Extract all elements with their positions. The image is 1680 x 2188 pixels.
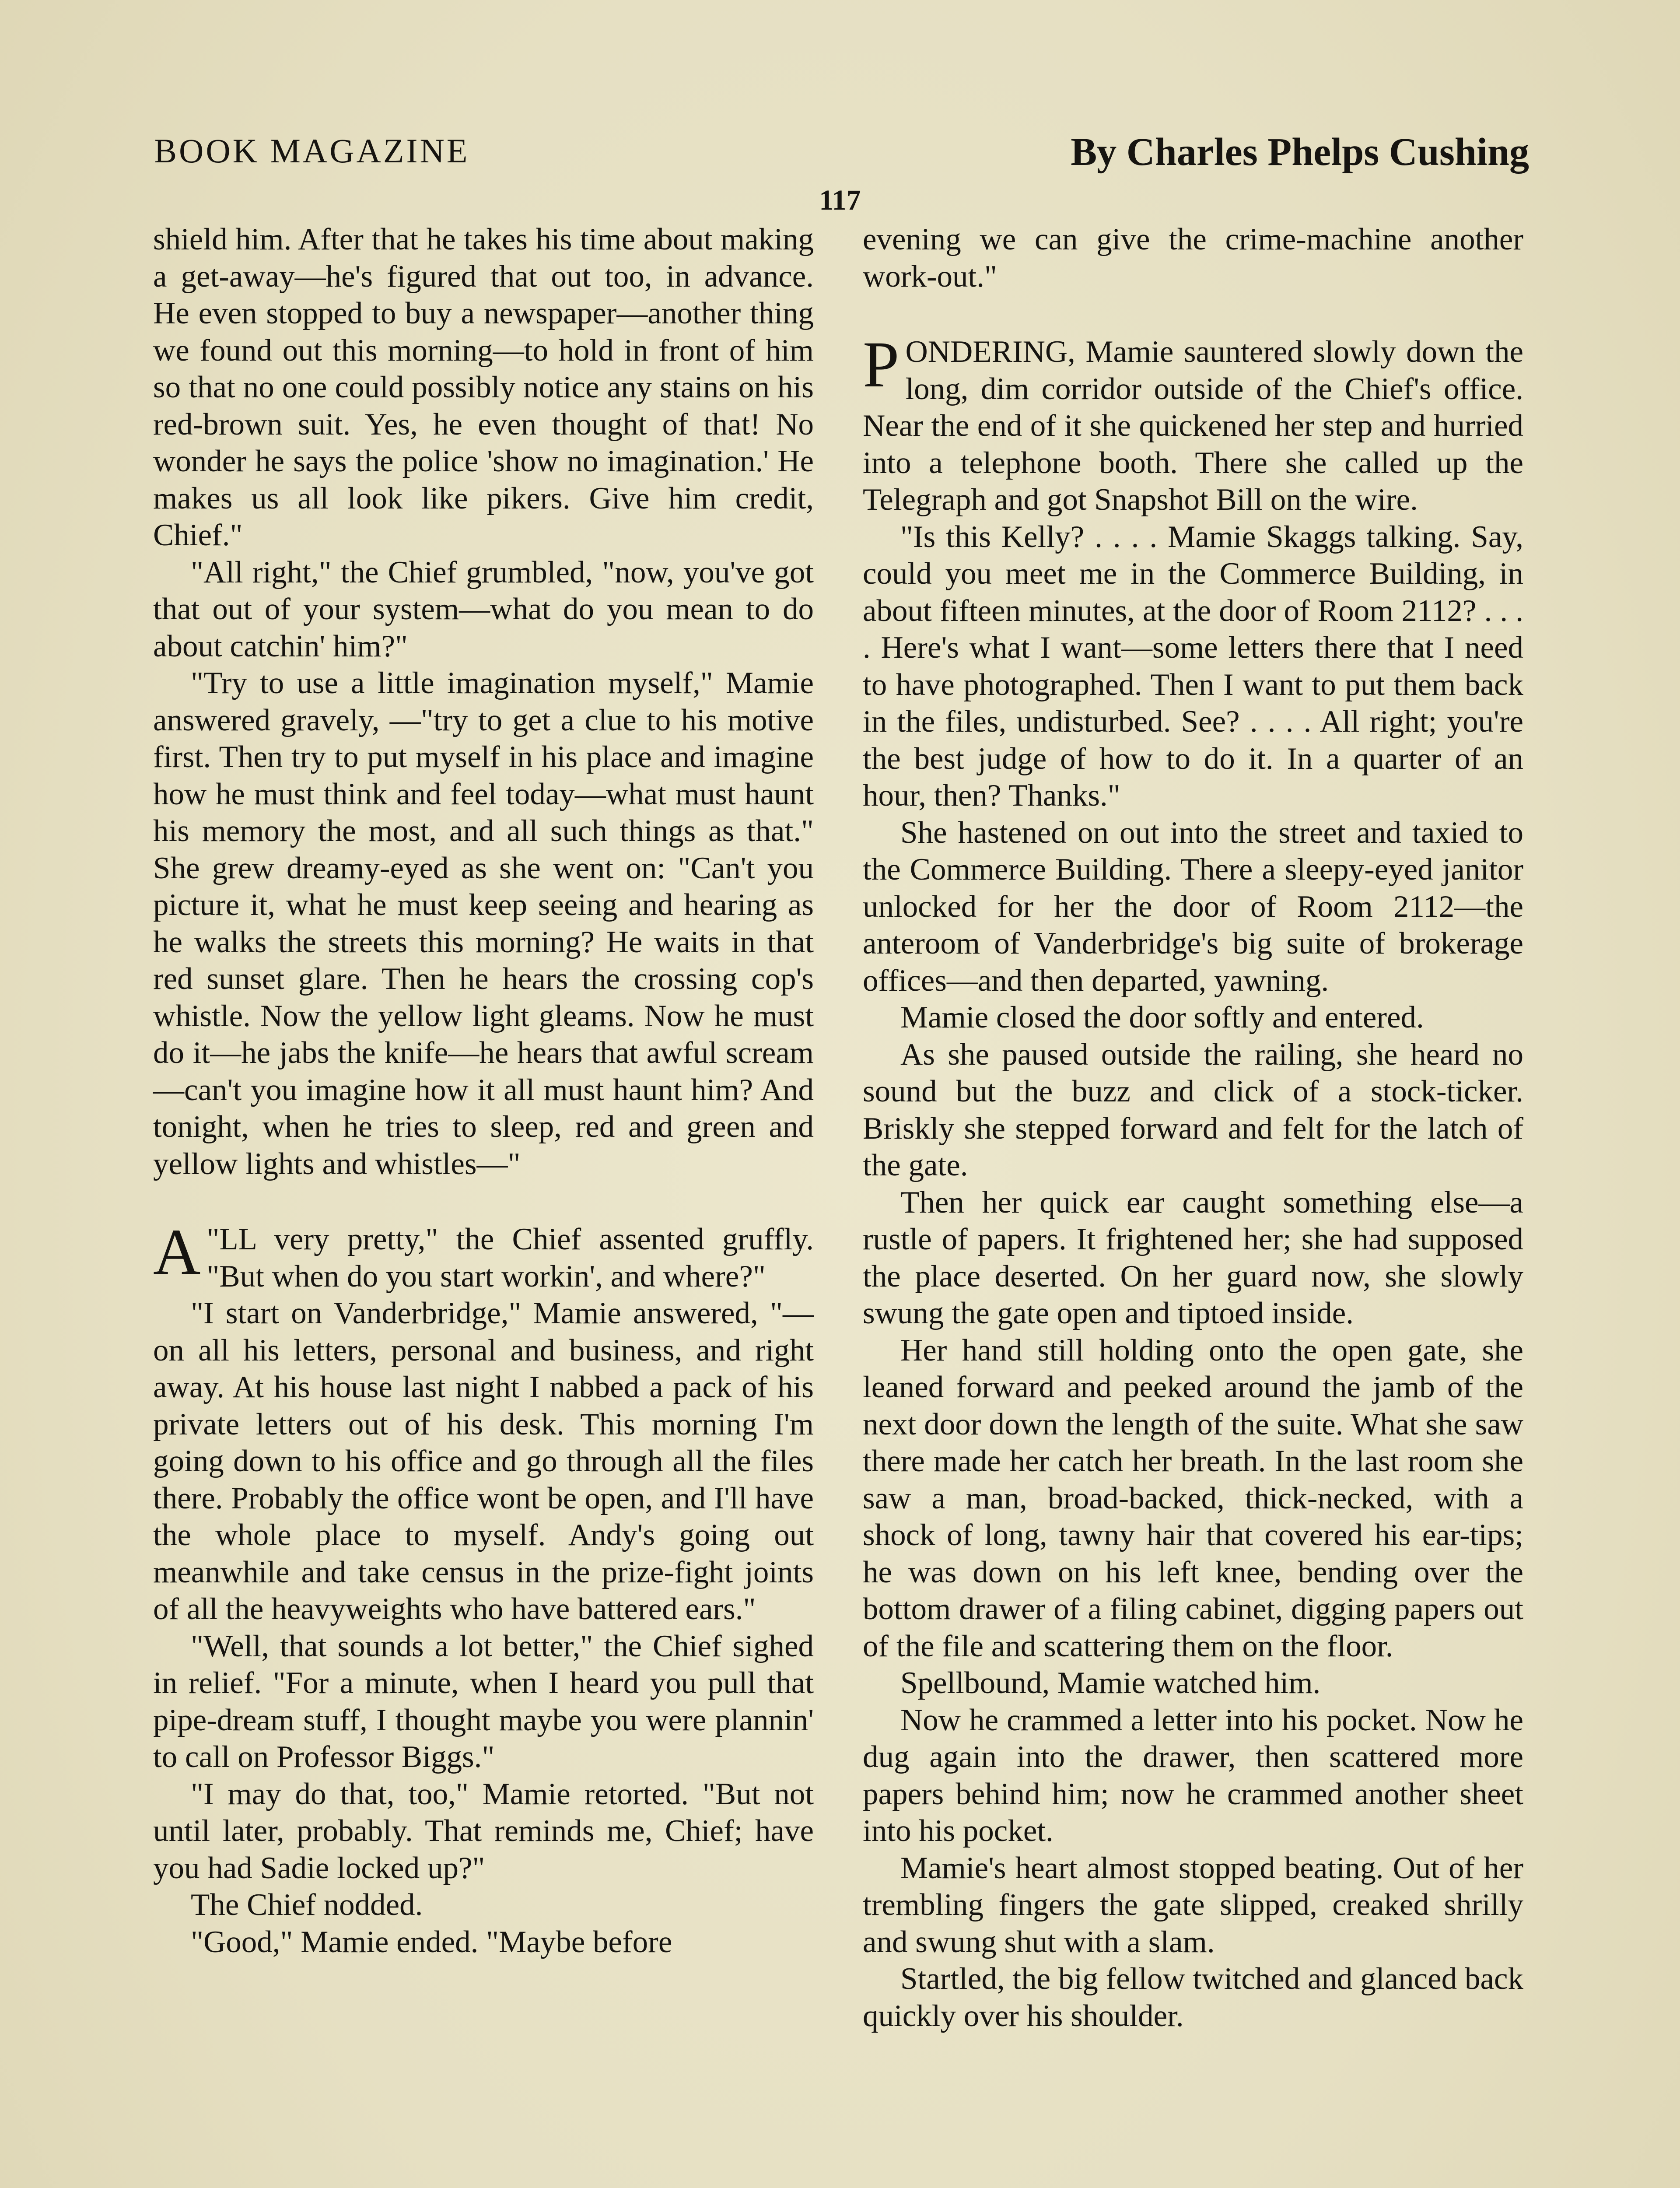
publication-name: BOOK MAGAZINE	[154, 132, 470, 170]
paragraph: "Good," Mamie ended. "Maybe before	[191, 1925, 672, 1959]
section-opening-paragraph	[153, 1216, 814, 1295]
paragraph: Her hand still holding onto the open gate, she leaned forward and peeked around the jamb of the next door down the length of the suite. What she saw there made her catch her breath. In the last room she saw a man, broad-backed, thick-necked, with a shock of long, tawny hair that covered his ear-tips; he was down on his left knee, bending over the bottom drawer of a filing cabinet, digging papers out of the file and scattering them on the floor.	[863, 1333, 1523, 1663]
paragraph: "Is this Kelly? . . . . Mamie Skaggs talking. Say, could you meet me in the Commerce Building, in about fifteen minutes, at the door of Room 2112? . . . . Here's what I want—some letters there that I need to have photographed. Then I want to put them back in the files, undisturbed. See? . . . . All right; you're the best judge of how to do it. In a quarter of an hour, then? Thanks."	[863, 519, 1523, 813]
opening-quote: "	[206, 1222, 220, 1256]
paragraph: "Well, that sounds a lot better," the Chief sighed in relief. "For a minute, when I heard you pull that pipe-dream stuff, I thought maybe you were plannin' to call on Professor Biggs."	[153, 1629, 814, 1774]
paragraph-text: ONDERING, Mamie sauntered slowly down the long, dim corridor outside of the Chief's office. Near the end of it she quickened her step and hurried into a telephone booth. There she called up the Telegraph and got Snapshot Bill on the wire.	[863, 335, 1523, 517]
paragraph: Now he crammed a letter into his pocket. Now he dug again into the drawer, then scattered more papers behind him; now he crammed another sheet into his pocket.	[863, 1703, 1523, 1848]
right-column	[863, 221, 1523, 2034]
paragraph: Then her quick ear caught something else—a rustle of papers. It frightened her; she had supposed the place deserted. On her guard now, she slowly swung the gate open and tiptoed inside.	[863, 1185, 1523, 1330]
paragraph: As she paused outside the railing, she heard no sound but the buzz and click of a stock-ticker. Briskly she stepped forward and felt for the latch of the gate.	[863, 1037, 1523, 1182]
drop-cap: P	[863, 328, 900, 401]
author-byline: By Charles Phelps Cushing	[1071, 130, 1529, 174]
paragraph: She hastened on out into the street and taxied to the Commerce Building. There a sleepy-eyed janitor unlocked for her the door of Room 2112—the anteroom of Vanderbridge's big suite of brokerage offices—and then departed, yawning.	[863, 815, 1523, 998]
paragraph: "I start on Vanderbridge," Mamie answered, "—on all his letters, personal and business, and right away. At his house last night I nabbed a pack of his private letters out of his desk. This morning I'm going down to his office and go through all the files there. Probably the office wont be open, and I'll have the whole place to myself. Andy's going out meanwhile and take census in the prize-fight joints of all the heavyweights who have battered ears."	[153, 1296, 814, 1626]
paragraph: Mamie's heart almost stopped beating. Out of her trembling fingers the gate slipped, creaked shrilly and swung shut with a slam.	[863, 1851, 1523, 1959]
paragraph: "All right," the Chief grumbled, "now, you've got that out of your system—what do you mean to do about catchin' him?"	[153, 555, 814, 663]
left-column	[153, 221, 814, 1960]
drop-cap: A	[153, 1216, 201, 1288]
page-number: 117	[819, 184, 861, 216]
paragraph: The Chief nodded.	[191, 1888, 423, 1922]
paragraph-text: LL very pretty," the Chief assented gruffly. "But when do you start workin', and where?"	[206, 1222, 814, 1294]
paragraph: Startled, the big fellow twitched and glanced back quickly over his shoulder.	[863, 1962, 1523, 2033]
paragraph: Mamie closed the door softly and entered.	[900, 1000, 1424, 1034]
section-opening-paragraph	[863, 328, 1523, 519]
paragraph: "I may do that, too," Mamie retorted. "But not until later, probably. That reminds me, Chief; have you had Sadie locked up?"	[153, 1777, 814, 1885]
paragraph: "Try to use a little imagination myself," Mamie answered gravely, —"try to get a clue to his motive first. Then try to put myself in his place and imagine how he must think and feel today—what must haunt his memory the most, and all such things as that." She grew dreamy-eyed as she went on: "Can't you picture it, what he must keep seeing and hearing as he walks the streets this morning? He waits in that red sunset glare. Then he hears the crossing cop's whistle. Now the yellow light gleams. Now he must do it—he jabs the knife—he hears that awful scream—can't you imagine how it all must haunt him? And tonight, when he tries to sleep, red and green and yellow lights and whistles—"	[153, 666, 814, 1181]
paragraph: Spellbound, Mamie watched him.	[900, 1666, 1321, 1700]
paragraph: shield him. After that he takes his time about making a get-away—he's figured that out too, in advance. He even stopped to buy a newspaper—another thing we found out this morning—to hold in front of him so that no one could possibly notice any stains on his red-brown suit. Yes, he even thought of that! No wonder he says the police 'show no imagination.' He makes us all look like pikers. Give him credit, Chief."	[153, 222, 814, 552]
paragraph: evening we can give the crime-machine another work-out."	[863, 222, 1523, 294]
